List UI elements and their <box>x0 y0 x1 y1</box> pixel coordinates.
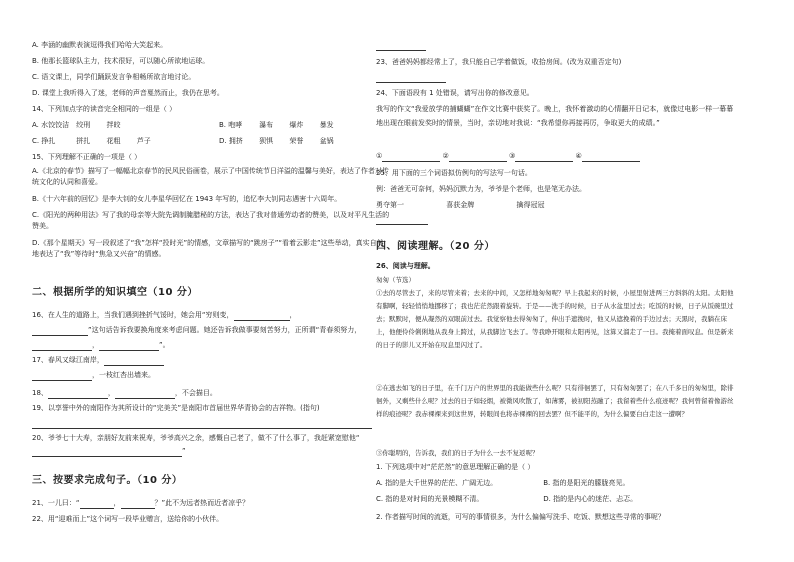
q15-option-a: A.《北京的春节》描写了一幅幅北京春节的民风民俗画卷，展示了中国传统节日洋溢的温馨与美好，表达了作者对传统文化的认同和喜爱。 <box>32 167 389 186</box>
passage-q1-option: A. 指的是大千世界的茫茫、广阔无边。 <box>376 479 498 487</box>
q21-blank-1[interactable] <box>80 500 114 509</box>
q23-answer-line <box>376 72 446 83</box>
q24-blank-2[interactable] <box>449 153 507 162</box>
q14-row-2 <box>32 136 348 147</box>
q13-option-a: A. 李涵的幽默表演逗得我们哈哈大笑起来。 <box>32 41 168 49</box>
q20-blank[interactable] <box>32 448 182 457</box>
q14-opt: 花粗 <box>106 137 121 145</box>
q23-blank[interactable] <box>376 74 446 83</box>
passage-q2: 2. 作者描写时间的流逝，可写的事情很多，为什么偏偏写洗手、吃饭、默想这些寻常的事呢？ <box>376 513 665 521</box>
section-4-title: 四、阅读理解。（20 分） <box>376 241 495 252</box>
q21-text: ， <box>113 499 121 507</box>
q15-option-c: C.《阳光的两种用法》写了我的母亲等大院先调制腌腊秘的方法，表达了我对普通劳动者的赞美，以及对平凡生活的赞美。 <box>32 211 390 230</box>
passage-title: 匆匆（节选） <box>376 276 415 284</box>
q18-blank-2[interactable] <box>115 390 175 399</box>
q14-opt: C. 挣扎 <box>32 137 56 145</box>
q17-blank-2[interactable] <box>32 372 92 381</box>
q14-opt: 暴发 <box>319 121 334 129</box>
q18-label: 18、 <box>32 389 48 397</box>
q16-text: 16、在人生的道路上，当我们遇到挫折气馁时，她会用“穷则变， <box>32 311 234 319</box>
q14-opt: A. 水饺饺洁 <box>32 121 70 129</box>
q14-opt: 盆锅 <box>319 137 334 145</box>
q22-blank[interactable] <box>376 42 426 51</box>
q14-opt: 荣誉 <box>289 137 304 145</box>
q25-example: 例：爸爸无可奈何，妈妈沉默力为，爷爷是个老师，也是笔无办法。 <box>376 185 586 193</box>
q25-text: 25、用下面的三个词语拟仿例句的写法写一句话。 <box>376 169 532 177</box>
passage-q1-option: B. 指的是阳光的朦胧亮见。 <box>543 479 630 487</box>
q16-line-3: ， ”。 <box>32 340 170 351</box>
q24-mark: ② <box>442 152 449 160</box>
q14-stem: 14、下列加点字的读音完全相同的一组是（ ） <box>32 105 177 113</box>
passage-paragraph-2: ②在逃去如飞的日子里，在千门万户的世界里的我能做些什么呢？只有徘徊罢了，只有匆匆罢了；在八千多日的匆匆里，除徘徊外，又剩些什么呢？过去的日子如轻烟，被微风吹散了，如薄雾，被初阳蒸融了；我留着些什么痕迹呢？我何曾留着像游丝样的痕迹呢？我赤裸裸来到这世界，转眼间也将赤裸裸的回去罢？但不能平的，为什么偏要白白走这一遭啊？ <box>376 384 734 418</box>
passage-q1-option: D. 指的是内心的迷茫、忐忑。 <box>543 495 638 503</box>
section-3-title: 三、按要求完成句子。（10 分） <box>32 475 183 486</box>
q16-line-2 <box>32 325 361 336</box>
q23-text: 23、爸爸妈妈都经常上了，我只能自己学着做饭，收拾房间。(改为双重否定句) <box>376 58 622 66</box>
q14-opt: 爆炸 <box>289 121 304 129</box>
q19-answer-line <box>32 418 372 429</box>
q17-line-2 <box>32 370 155 381</box>
q14-opt: D. 拥挤 <box>218 137 243 145</box>
q14-opt: 芦子 <box>136 137 151 145</box>
q16-blank-1[interactable] <box>234 312 290 321</box>
q14-opt: 绞刑 <box>76 121 91 129</box>
q14-opt: B. 咆哮 <box>218 121 243 129</box>
passage-paragraph-1: ①去的尽管去了，来的尽管来着；去来的中间，又怎样地匆匆呢？早上我起来的时候，小屋里射进两三方斜斜的太阳。太阳他有脚啊，轻轻悄悄地挪移了；我也茫茫然跟着旋转。于是——洗手的时候，日子从水盆里过去；吃饭的时候，日子从饭碗里过去；默默时，便从凝然的双眼前过去。我觉察他去得匆匆了，伸出手遮挽时，他又从遮挽着的手边过去；天黑时，我躺在床上，他便伶伶俐俐地从我身上跨过，从我脚边飞去了。等我睁开眼和太阳再见，这算又溜走了一日。我掩着面叹息。但是新来的日子的影儿又开始在叹息里闪过了。 <box>376 289 734 349</box>
q18-line: 18、 ， ，不会描目。 <box>32 389 217 397</box>
q13-option-d: D. 课堂上我听得入了迷，老师的声音戛然而止，我仍在思考。 <box>32 89 224 97</box>
q16-blank-3[interactable] <box>32 342 92 351</box>
q24-mark: ① <box>376 152 383 160</box>
q18-blank-1[interactable] <box>48 390 108 399</box>
passage-q1: 1. 下列选项中对“茫茫然”的意思理解正确的是（ ） <box>376 463 535 471</box>
q25-word: 擒得冠冠 <box>516 201 545 209</box>
q24-blank-4[interactable] <box>582 153 640 162</box>
q14-opt: 拼扎 <box>76 137 91 145</box>
q17-text: 17、春风又绿江南岸， <box>32 356 104 364</box>
q15-option-b: B.《十六年前的回忆》是李大钊的女儿李星华回忆在 1943 年写的，追忆李大钊同志遇害十六周年。 <box>32 195 342 203</box>
q21-blank-2[interactable] <box>121 500 155 509</box>
q19-text: 19、以享誉中外的南阳作为其所设计的“完美关”是南阳市首届世界华青协会的吉祥物。(指句) <box>32 404 320 412</box>
q17-line <box>32 355 164 366</box>
q20-text: 20、爷爷七十大寿，亲朋好友前来祝寿，爷爷高兴之余，感慨自己老了，做不了什么事了，我赶紧宽慰他“ <box>32 434 360 442</box>
q24-text: 24、下面语段有 1 处错误，请写出你的修改意见。 <box>376 89 534 97</box>
q18-text: ，不会描目。 <box>174 389 217 397</box>
passage-q1-row-1 <box>376 478 630 489</box>
q19-blank[interactable] <box>32 420 372 429</box>
q20-end: ” <box>182 447 186 455</box>
passage-q1-row-2 <box>376 494 637 505</box>
q24-mark: ④ <box>575 152 582 160</box>
q17-blank-1[interactable] <box>104 357 164 366</box>
q16-text: ”这句话告诉我要换角度来考虑问题。她还告诉我做事要刻苦努力，正所谓“青春须努力， <box>88 326 362 334</box>
passage-paragraph-3: ③你聪明的，告诉我，我们的日子为什么一去不复返呢？ <box>376 449 539 457</box>
q15-option-d: D.《那个星期天》写一段叙述了“我”怎样“投时光”的情感，文章描写的“跳房子”“看着云影走”这些举动，真实自然地表达了“我”等待时“焦急又兴奋”的情感。 <box>32 239 384 258</box>
q24-answer-row <box>376 151 640 162</box>
q16-text: ”。 <box>159 341 170 349</box>
q22-answer-line <box>376 40 426 51</box>
q25-word: 喜获金牌 <box>446 201 475 209</box>
q25-blank[interactable] <box>376 216 428 225</box>
section-2-title: 二、根据所学的知识填空（10 分） <box>32 287 198 298</box>
q14-opt: 狈惧 <box>259 137 274 145</box>
q24-mark: ③ <box>509 152 516 160</box>
q14-opt: 瀑布 <box>259 121 274 129</box>
q25-words <box>376 200 584 211</box>
q13-option-c: C. 语文课上，同学们踊跃发言争相畅所欲言地讨论。 <box>32 73 196 81</box>
q25-word: 勇夺第一 <box>376 201 404 209</box>
q24-blank-3[interactable] <box>515 153 573 162</box>
q21-text: ？”此不为远者热而近者凉乎？ <box>154 499 250 507</box>
q16-line-1: 16、在人生的道路上，当我们遇到挫折气馁时，她会用“穷则变， ， <box>32 311 297 319</box>
q24-blank-1[interactable] <box>382 153 440 162</box>
q20-answer-line <box>32 446 186 457</box>
q16-blank-2[interactable] <box>32 327 88 336</box>
q21-line <box>32 498 249 509</box>
passage-q1-option: C. 指的是对时间的光景模糊不清。 <box>376 495 484 503</box>
q13-option-b: B. 他那长篮球队主力，技术很好，可以随心所欲地运球。 <box>32 57 210 65</box>
q21-text: 21、一儿曰：“ <box>32 499 80 507</box>
q14-opt: 拌皎 <box>106 121 121 129</box>
q15-stem: 15、下列理解不正确的一项是（ ） <box>32 153 142 161</box>
q14-row-1 <box>32 120 348 131</box>
q24-paragraph: 我写的作文“我爱放学的捕蝴蝴”在作文比赛中获奖了。晚上，我怀着激动的心情翻开日记本，就像过电影一样一幕幕地出现在眼前发奖时的情景，当时，亲切地对我说：“我希望你再接再厉，争取更大的成绩。” <box>376 105 734 127</box>
q26-text: 26、阅读与理解。 <box>376 262 435 270</box>
q25-answer-line <box>376 214 428 225</box>
q16-blank-4[interactable] <box>99 342 159 351</box>
q17-text: ，一枝红杏出墙来。 <box>92 371 155 379</box>
q22-text: 22、用“迎难而上”这个词写一段毕业赠言，送给你的小伙伴。 <box>32 515 224 523</box>
